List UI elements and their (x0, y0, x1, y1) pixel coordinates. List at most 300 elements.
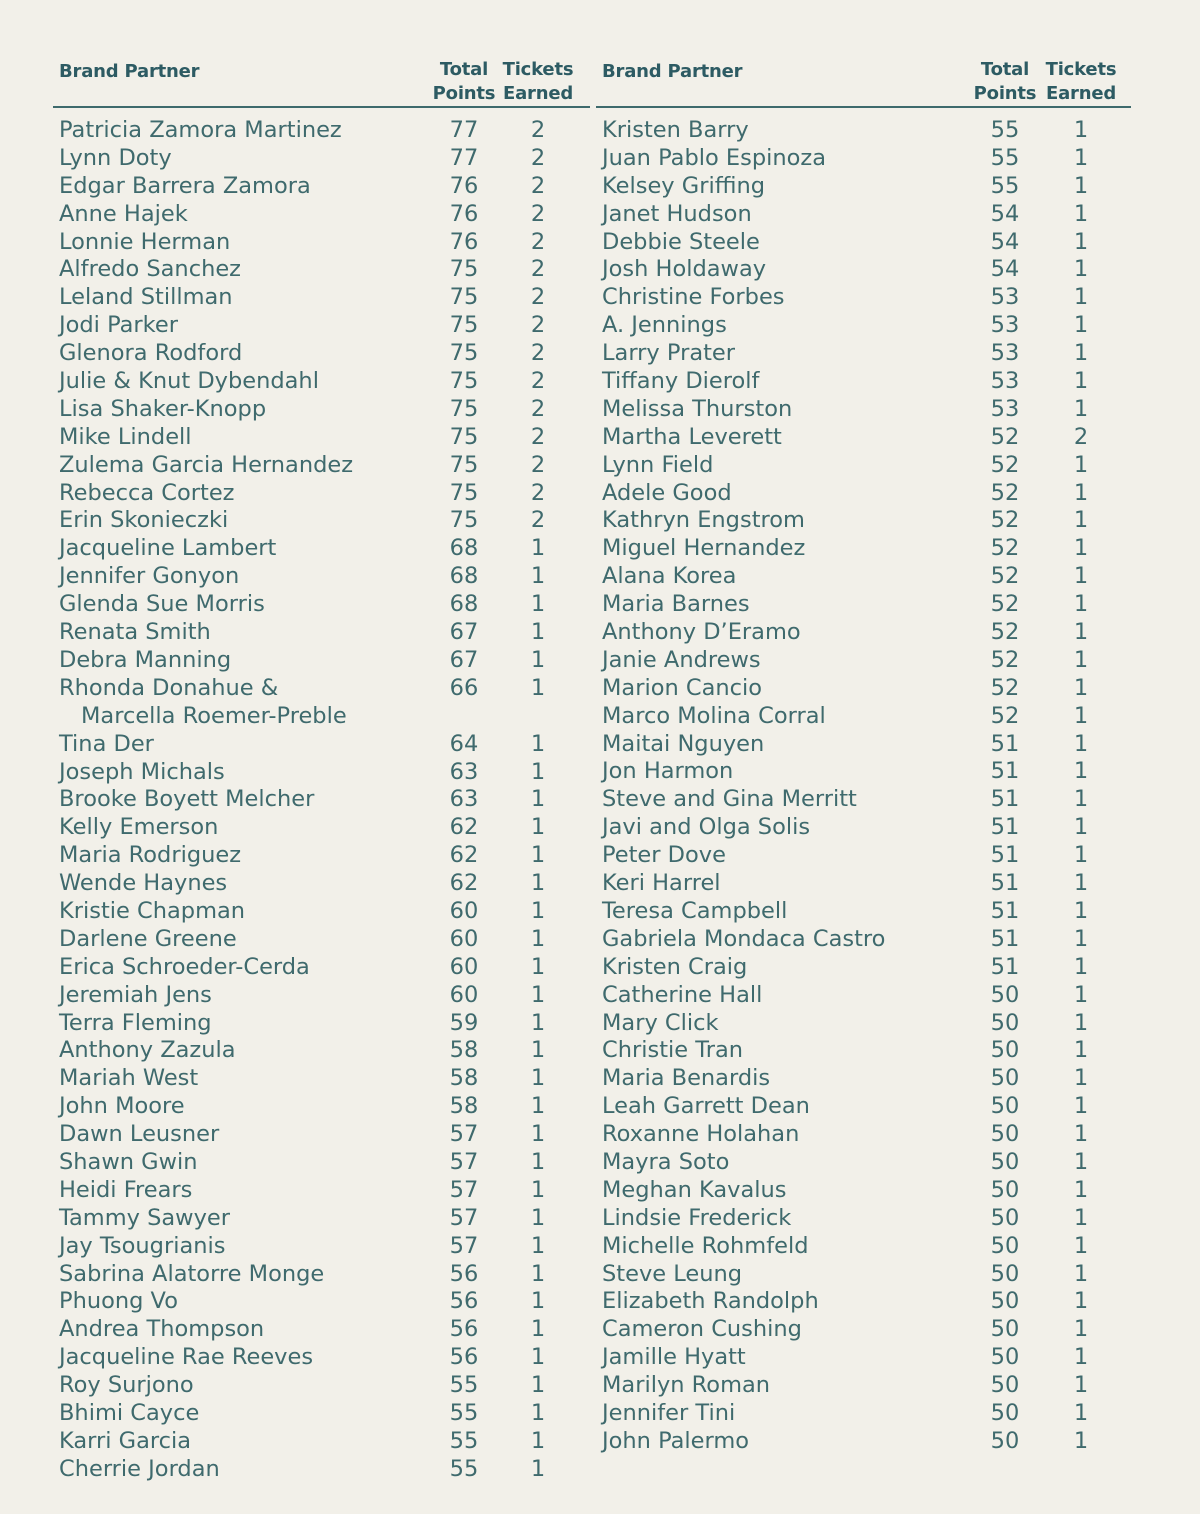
table-row (53, 563, 590, 591)
header-tickets-line2: Earned (502, 83, 574, 104)
tickets-earned: 2 (1073, 423, 1089, 450)
partner-name (596, 452, 970, 480)
table-row (53, 507, 590, 535)
tickets-earned: 2 (530, 479, 546, 506)
partner-name (53, 173, 429, 201)
tickets-earned: 1 (1073, 395, 1089, 422)
tickets-earned: 1 (1073, 1260, 1089, 1287)
partner-name (596, 647, 970, 675)
tickets-earned: 1 (530, 758, 546, 785)
table-row (596, 1010, 1131, 1038)
tickets-earned: 1 (1073, 1121, 1089, 1148)
total-points: 68 (449, 563, 479, 590)
partner-name-line: Jeremiah Jens (59, 981, 212, 1008)
table-row (53, 982, 590, 1010)
table-row (596, 312, 1131, 340)
partner-name (53, 117, 429, 145)
partner-name-line: Jacqueline Lambert (59, 535, 277, 562)
partner-name-line: Sabrina Alatorre Monge (59, 1260, 325, 1287)
partner-name-line: Jennifer Gonyon (59, 563, 240, 590)
table-row (596, 1344, 1131, 1372)
table-row (53, 954, 590, 982)
partner-name (596, 1428, 970, 1456)
tickets-earned: 1 (530, 535, 546, 562)
table-header (596, 58, 1131, 108)
partner-name-line: Terra Fleming (59, 1009, 212, 1036)
partner-name (53, 535, 429, 563)
partner-name-line: Debbie Steele (602, 228, 760, 255)
table-header (53, 58, 590, 108)
partner-name (53, 1093, 429, 1121)
total-points: 55 (449, 1455, 479, 1482)
tickets-earned: 1 (530, 1399, 546, 1426)
total-points: 62 (449, 842, 479, 869)
partner-name (596, 368, 970, 396)
tickets-earned: 1 (1073, 563, 1089, 590)
tickets-earned: 1 (1073, 981, 1089, 1008)
partner-name (53, 759, 429, 787)
partner-name-line: Tiffany Dierolf (602, 368, 760, 395)
table-row (596, 563, 1131, 591)
partner-name (53, 1205, 429, 1233)
tickets-earned: 1 (1073, 1176, 1089, 1203)
tickets-earned: 1 (530, 1232, 546, 1259)
total-points: 54 (990, 200, 1020, 227)
header-points-line1: Total (439, 59, 489, 80)
partner-name-line: Michelle Rohmfeld (602, 1232, 809, 1259)
partner-name-line: Jon Harmon (602, 758, 734, 785)
total-points: 52 (990, 535, 1020, 562)
tickets-earned: 1 (1073, 535, 1089, 562)
tickets-earned: 1 (1073, 758, 1089, 785)
tickets-earned: 1 (1073, 1065, 1089, 1092)
total-points: 50 (990, 1204, 1020, 1231)
partner-name (53, 1428, 429, 1456)
tickets-earned: 1 (530, 1204, 546, 1231)
partner-name (596, 814, 970, 842)
partner-name (596, 1400, 970, 1428)
table-row (596, 758, 1131, 786)
partner-name (596, 1344, 970, 1372)
partner-name (53, 1233, 429, 1261)
header-points-line2: Points (973, 83, 1037, 104)
total-points: 55 (990, 117, 1020, 143)
total-points: 62 (449, 814, 479, 841)
tickets-earned: 1 (1073, 897, 1089, 924)
partner-name-line: Gabriela Mondaca Castro (602, 925, 886, 952)
table-row (596, 535, 1131, 563)
tickets-earned: 1 (1073, 368, 1089, 395)
tickets-earned: 2 (530, 395, 546, 422)
partner-name (53, 619, 429, 647)
partner-name-line: Maria Benardis (602, 1065, 771, 1092)
partner-name (596, 926, 970, 954)
partner-name (596, 1205, 970, 1233)
tickets-earned: 1 (1073, 507, 1089, 534)
table-row (53, 1428, 590, 1456)
partner-name (596, 284, 970, 312)
table-row (53, 1288, 590, 1316)
tickets-earned: 1 (530, 730, 546, 757)
total-points: 63 (449, 758, 479, 785)
partner-name-line: Tammy Sawyer (59, 1204, 230, 1231)
table-row (596, 1428, 1131, 1456)
tickets-earned: 2 (530, 340, 546, 367)
tickets-earned: 1 (1073, 312, 1089, 339)
total-points: 50 (990, 1399, 1020, 1426)
table-row (53, 926, 590, 954)
total-points: 60 (449, 925, 479, 952)
partner-name-line: Mary Click (602, 1009, 719, 1036)
left-table-body (53, 108, 590, 1484)
left-table (53, 58, 590, 1484)
partner-name-line: Kristen Barry (602, 117, 749, 143)
table-row (596, 1288, 1131, 1316)
total-points: 52 (990, 619, 1020, 646)
tickets-earned: 1 (530, 981, 546, 1008)
table-row (53, 1149, 590, 1177)
total-points: 67 (449, 619, 479, 646)
table-row (53, 201, 590, 229)
partner-name (596, 591, 970, 619)
total-points: 52 (990, 646, 1020, 673)
partner-name (596, 229, 970, 257)
tickets-earned: 1 (530, 619, 546, 646)
tickets-earned: 1 (1073, 172, 1089, 199)
partner-name (53, 340, 429, 368)
tickets-earned: 1 (1073, 646, 1089, 673)
tickets-earned: 1 (530, 870, 546, 897)
partner-name-line: Martha Leverett (602, 423, 782, 450)
tickets-earned: 1 (1073, 479, 1089, 506)
partner-name (53, 1400, 429, 1428)
total-points: 57 (449, 1148, 479, 1175)
partner-name (596, 117, 970, 145)
partner-name-line: Lindsie Frederick (602, 1204, 792, 1231)
partner-name (53, 1149, 429, 1177)
partner-name (596, 340, 970, 368)
partner-name-line: Janie Andrews (602, 646, 761, 673)
partner-name (53, 982, 429, 1010)
partner-name (53, 1344, 429, 1372)
total-points: 60 (449, 981, 479, 1008)
table-row (53, 340, 590, 368)
partner-name-line: Larry Prater (602, 340, 736, 367)
partner-name-line: Leah Garrett Dean (602, 1093, 810, 1120)
table-row (53, 591, 590, 619)
total-points: 50 (990, 1009, 1020, 1036)
total-points: 53 (990, 395, 1020, 422)
table-row (53, 898, 590, 926)
partner-name (53, 563, 429, 591)
partner-name-line: Christie Tran (602, 1037, 743, 1064)
total-points: 52 (990, 507, 1020, 534)
tickets-earned: 1 (530, 1065, 546, 1092)
table-row (596, 1400, 1131, 1428)
table-row (53, 1121, 590, 1149)
header-points-line1: Total (980, 59, 1030, 80)
partner-name (596, 703, 970, 731)
tickets-earned: 2 (530, 200, 546, 227)
table-row (596, 898, 1131, 926)
partner-name (596, 786, 970, 814)
total-points: 55 (449, 1372, 479, 1399)
total-points: 50 (990, 1372, 1020, 1399)
partner-name-line: Rhonda Donahue & (59, 674, 279, 701)
partner-name-line: Heidi Frears (59, 1176, 193, 1203)
table-row (596, 368, 1131, 396)
partner-name-line: Andrea Thompson (59, 1316, 265, 1343)
table-row (596, 201, 1131, 229)
partner-name-line: Karri Garcia (59, 1427, 192, 1454)
header-tickets-line2: Earned (1045, 83, 1117, 104)
total-points: 50 (990, 1148, 1020, 1175)
header-brand-partner: Brand Partner (602, 61, 743, 82)
partner-name-line: Kelly Emerson (59, 814, 219, 841)
total-points: 75 (449, 256, 479, 283)
tickets-earned: 2 (530, 117, 546, 143)
total-points: 55 (990, 144, 1020, 171)
partner-name (53, 368, 429, 396)
partner-name-line: Shawn Gwin (59, 1148, 198, 1175)
total-points: 50 (990, 1121, 1020, 1148)
table-row (53, 675, 590, 731)
total-points: 58 (449, 1065, 479, 1092)
total-points: 52 (990, 591, 1020, 618)
partner-name-line: Leland Stillman (59, 284, 233, 311)
table-row (596, 591, 1131, 619)
partner-name (53, 1010, 429, 1038)
right-table-body (596, 108, 1131, 1456)
table-row (596, 1121, 1131, 1149)
partner-name-line: Melissa Thurston (602, 395, 793, 422)
tickets-earned: 1 (1073, 619, 1089, 646)
tickets-earned: 1 (1073, 814, 1089, 841)
partner-name-line: Erica Schroeder-Cerda (59, 953, 310, 980)
table-row (596, 675, 1131, 703)
partner-name (596, 1065, 970, 1093)
partner-name-line: Kelsey Griffing (602, 172, 765, 199)
total-points: 59 (449, 1009, 479, 1036)
table-row (53, 1316, 590, 1344)
table-row (596, 452, 1131, 480)
total-points: 68 (449, 535, 479, 562)
total-points: 52 (990, 479, 1020, 506)
total-points: 64 (449, 730, 479, 757)
tickets-earned: 1 (530, 674, 546, 701)
partner-name-line: Adele Good (602, 479, 732, 506)
table-row (596, 507, 1131, 535)
tickets-earned: 1 (1073, 1037, 1089, 1064)
table-row (596, 229, 1131, 257)
total-points: 67 (449, 646, 479, 673)
partner-name (53, 675, 429, 731)
table-row (53, 786, 590, 814)
partner-name-line: Jacqueline Rae Reeves (59, 1344, 314, 1371)
table-row (596, 284, 1131, 312)
partner-name-line: Lonnie Herman (59, 228, 231, 255)
table-row (53, 480, 590, 508)
tickets-earned: 1 (1073, 953, 1089, 980)
partner-name (596, 1093, 970, 1121)
partner-name-line: Darlene Greene (59, 925, 237, 952)
tickets-earned: 1 (530, 786, 546, 813)
table-row (53, 1205, 590, 1233)
header-tickets-line1: Tickets (1045, 59, 1117, 80)
table-row (53, 1344, 590, 1372)
partner-name (53, 1372, 429, 1400)
partner-name (596, 1010, 970, 1038)
partner-name (53, 1065, 429, 1093)
total-points: 53 (990, 368, 1020, 395)
partner-name (596, 982, 970, 1010)
tickets-earned: 1 (1073, 786, 1089, 813)
table-row (596, 1149, 1131, 1177)
tickets-earned: 2 (530, 228, 546, 255)
tickets-earned: 1 (1073, 591, 1089, 618)
partner-name-line: Anthony Zazula (59, 1037, 236, 1064)
partner-name-line: Wende Haynes (59, 870, 228, 897)
partner-name-line: Roy Surjono (59, 1372, 194, 1399)
partner-name-line: Alfredo Sanchez (59, 256, 241, 283)
partner-name-line: Teresa Campbell (602, 897, 788, 924)
tickets-earned: 1 (1073, 228, 1089, 255)
total-points: 50 (990, 1093, 1020, 1120)
partner-name (53, 396, 429, 424)
partner-name (596, 898, 970, 926)
table-row (53, 1372, 590, 1400)
tickets-earned: 1 (1073, 1316, 1089, 1343)
partner-name-line: John Palermo (602, 1427, 750, 1454)
header-tickets-earned (1040, 58, 1122, 106)
partner-name (53, 647, 429, 675)
tickets-earned: 1 (1073, 1009, 1089, 1036)
tickets-earned: 1 (530, 1344, 546, 1371)
partner-name (596, 1037, 970, 1065)
partner-name (53, 1261, 429, 1289)
total-points: 75 (449, 479, 479, 506)
total-points: 50 (990, 1065, 1020, 1092)
table-row (53, 619, 590, 647)
tickets-earned: 1 (530, 1260, 546, 1287)
partner-name-line: Roxanne Holahan (602, 1121, 800, 1148)
tickets-earned: 1 (1073, 117, 1089, 143)
total-points: 76 (449, 172, 479, 199)
partner-name (53, 1037, 429, 1065)
total-points: 75 (449, 312, 479, 339)
partner-name-line: Marco Molina Corral (602, 702, 826, 729)
tickets-earned: 1 (1073, 340, 1089, 367)
partner-name (596, 535, 970, 563)
partner-name (53, 786, 429, 814)
table-row (596, 256, 1131, 284)
tickets-earned: 1 (530, 1427, 546, 1454)
partner-name (596, 842, 970, 870)
tickets-earned: 1 (1073, 1093, 1089, 1120)
tickets-earned: 1 (1073, 1427, 1089, 1454)
table-row (53, 173, 590, 201)
partner-name (53, 814, 429, 842)
partner-name (596, 256, 970, 284)
tickets-earned: 1 (530, 814, 546, 841)
partner-name-line: Javi and Olga Solis (602, 814, 811, 841)
total-points: 75 (449, 507, 479, 534)
table-row (53, 1093, 590, 1121)
partner-name-line: Marilyn Roman (602, 1372, 771, 1399)
tickets-earned: 1 (530, 1093, 546, 1120)
partner-name-line: Meghan Kavalus (602, 1176, 787, 1203)
tickets-earned: 1 (1073, 284, 1089, 311)
total-points: 77 (449, 117, 479, 143)
header-points-line2: Points (432, 83, 496, 104)
table-row (596, 647, 1131, 675)
tickets-earned: 1 (530, 897, 546, 924)
partner-name (596, 173, 970, 201)
partner-name (53, 1316, 429, 1344)
total-points: 54 (990, 228, 1020, 255)
tickets-earned: 1 (1073, 1204, 1089, 1231)
tickets-earned: 2 (530, 451, 546, 478)
partner-name-line: Anthony D’Eramo (602, 619, 801, 646)
table-row (53, 1177, 590, 1205)
partner-name-line: Edgar Barrera Zamora (59, 172, 311, 199)
partner-name-line: Jamille Hyatt (602, 1344, 746, 1371)
partner-name-line: Joseph Michals (59, 758, 225, 785)
partner-name-line: Christine Forbes (602, 284, 785, 311)
total-points: 50 (990, 981, 1020, 1008)
total-points: 60 (449, 953, 479, 980)
table-row (596, 619, 1131, 647)
partner-name (53, 1121, 429, 1149)
partner-name-line: Dawn Leusner (59, 1121, 220, 1148)
table-row (596, 1037, 1131, 1065)
tickets-earned: 1 (1073, 1288, 1089, 1315)
total-points: 55 (449, 1399, 479, 1426)
total-points: 75 (449, 451, 479, 478)
partner-name-line: John Moore (59, 1093, 185, 1120)
partner-name-line: Jennifer Tini (602, 1399, 736, 1426)
tickets-earned: 1 (530, 1009, 546, 1036)
table-row (596, 1093, 1131, 1121)
partner-name-line: Phuong Vo (59, 1288, 178, 1315)
table-row (53, 312, 590, 340)
tickets-earned: 1 (530, 1455, 546, 1482)
partner-name (596, 563, 970, 591)
total-points: 51 (990, 925, 1020, 952)
partner-name (53, 507, 429, 535)
table-row (596, 870, 1131, 898)
total-points: 53 (990, 312, 1020, 339)
tickets-earned: 1 (530, 1148, 546, 1175)
total-points: 54 (990, 256, 1020, 283)
partner-name (596, 758, 970, 786)
table-row (596, 396, 1131, 424)
total-points: 68 (449, 591, 479, 618)
total-points: 75 (449, 284, 479, 311)
table-row (53, 1010, 590, 1038)
table-row (596, 1177, 1131, 1205)
partner-name (596, 1288, 970, 1316)
tickets-earned: 1 (1073, 256, 1089, 283)
partner-name-line: Kathryn Engstrom (602, 507, 805, 534)
partner-name-line: Mike Lindell (59, 423, 192, 450)
tickets-earned: 2 (530, 172, 546, 199)
total-points: 51 (990, 758, 1020, 785)
partner-name-line: Lynn Doty (59, 144, 172, 171)
table-row (596, 1261, 1131, 1289)
total-points: 52 (990, 563, 1020, 590)
total-points: 51 (990, 786, 1020, 813)
